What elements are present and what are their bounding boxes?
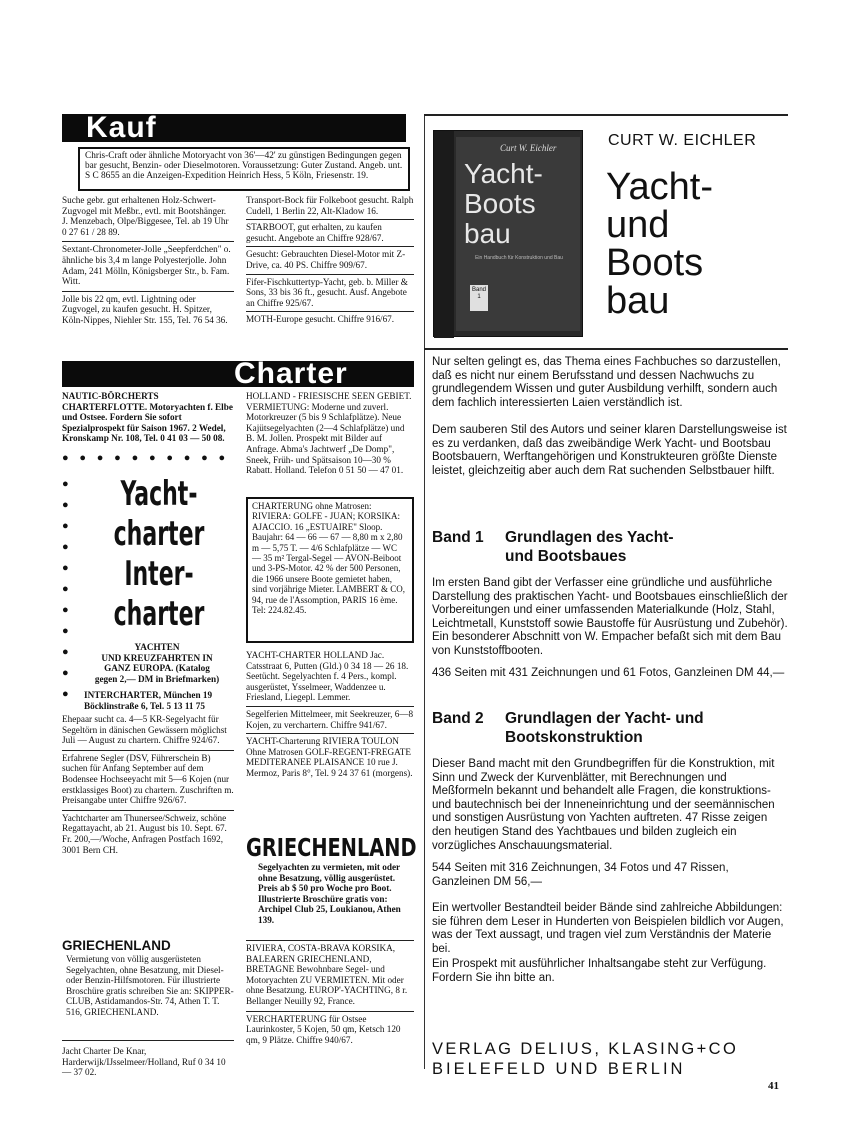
kauf-ad-3: Jolle bis 22 qm, evtl. Lightning oder Zugvogel, zu kaufen gesucht. H. Spitzer, Köln-Nippes, Niehler Str. 155, Tel. 76 54 36. [62,293,228,325]
kauf-featured-text: Chris-Craft oder ähnliche Motoryacht von 36'—42' zu günstigen Bedingungen gegen bar gesucht, Benzin- oder Dieselmotoren. Voraussetzung: Guter Zustand. Angeb. unt. S C 8655 an die Anzeigen-Expedition Heinrich Hess, 5 Köln, Friesenstr. 19. [85,151,403,181]
publisher-line-2: BIELEFELD UND BERLIN [432,1060,686,1078]
dot-border-top: ● ● ● ● ● ● ● ● ● ● [62,452,230,464]
kauf-ad-2: Sextant-Chronometer-Jolle „Seepferdchen" o. ähnliche bis 3,4 m lange Polyesterjolle. John Adam, 241 Mölln, Königsberger Str., b. Fam. Witt. [62,244,231,287]
griechenland-small-body: Vermietung von völlig ausgerüsteten Segelyachten, ohne Besatzung, mit Diesel- oder Benzin-Hilfsmotoren. Für illustrierte Broschüre gratis schreiben Sie an: SKIPPER-CLUB, Astidamandos-Str. 74, Athen T. T. 516, GRIECHENLAND. [66,954,234,1017]
charter-col1 [62,391,234,444]
intercharter-contact: INTERCHARTER, München 19 Böcklinstraße 6, Tel. 5 13 11 75 [84,690,213,711]
kauf-col1 [62,195,234,326]
charter-ad-segler: Erfahrene Segler (DSV, Führerschein B) suchen für Anfang September auf dem Bodensee Hochseeyacht mit 5—6 Kojen (nur erstklassiges Boot) zu chartern. Zuschriften m. Preisangabe unter Chiffre 926/67. [62,752,234,806]
intercharter-body: YACHTEN UND KREUZFAHRTEN IN GANZ EUROPA. (Katalog gegen 2,— DM in Briefmarken) [94,642,220,684]
column-divider [424,114,425,1069]
band1-label: Band 1 [432,529,484,546]
book-title: Yacht- und Boots bau [606,166,714,322]
charter-ad-yacht-holland: YACHT-CHARTER HOLLAND Jac. Catsstraat 6, Putten (Gld.) 0 34 18 — 26 18. Seetücht. Segelyachten f. 4 Pers., kompl. ausgerüstet, Ysselmeer, Waddenzee u. Friesland, Liegepl. Lemmer. [246,650,409,703]
griechenland-small-heading: GRIECHENLAND [62,938,171,953]
kauf-ad-4: Transport-Bock für Folkeboot gesucht. Ralph Cudell, 1 Berlin 22, Alt-Kladow 16. [246,195,414,216]
kauf-ad-8: MOTH-Europe gesucht. Chiffre 916/67. [246,314,395,325]
publisher-line-1: VERLAG DELIUS, KLASING+CO [432,1040,739,1058]
charter-col1-ads [62,714,234,855]
page-number: 41 [768,1080,779,1092]
intercharter-headline: Yacht- charter Inter- charter [113,474,205,634]
charter-heading: Charter [234,361,348,387]
book-cover-title: Yacht- Boots bau [464,158,543,249]
band2-info: 544 Seiten mit 316 Zeichnungen, 34 Fotos und 47 Rissen, Ganzleinen DM 56,— [432,862,729,888]
charter-boxed-text: CHARTERUNG ohne Matrosen: RIVIERA: GOLFE - JUAN; KORSIKA: AJACCIO. 16 „ESTUAIRE" Sloop. Baujahr: 64 — 66 — 67 — 8,80 m x 2,80 m — 5,75 T. — 4/6 Schlafplätze — WC — 35 m² Tergal-Segel — AVON-Beiboot und 3-PS-Motor. 42 % der 500 Personen, die 1966 unsere Boote gemietet haben, sind vorjährige Mieter. LAMBERT & CO, 94, rue de l'Assomption, PARIS 16 ème. Tel: 224.82.45. [252,501,406,616]
book-spine-author: Curt W. Eichler [500,143,557,153]
kauf-heading-bar [62,114,406,142]
band2-label: Band 2 [432,710,484,727]
band2-title: Grundlagen der Yacht- und Bootskonstruktion [505,710,704,746]
intro-paragraph-2: Dem sauberen Stil des Autors und seiner klaren Darstellungsweise ist es zu verdanken, daß das zweibändige Werk Yacht- und Bootsbau Bootsbauern, Werftangehörigen und Konstrukteuren größte Dienste leistet, gleichzeitig aber auch dem Rat suchenden Selbstbauer hilft. [432,424,787,477]
band1-text: Im ersten Band gibt der Verfasser eine gründliche und ausführliche Darstellung des praktischen Yacht- und Bootsbaues einschließlich der Vorbereitungen und einer umfassenden Materialkunde (Holz, Stahl, Leichtmetall, Kunststoff sowie Baustoffe für Ausrüstung und Zubehör). Ein besonderer Abschnitt von W. Empacher befaßt sich mit dem Bau von Kunststoffbooten. [432,577,788,657]
band2-text: Dieser Band macht mit den Grundbegriffen für die Konstruktion, mit Sinn und Zweck der Kurvenblätter, mit Berechnungen und Meßformeln bekannt und behandelt alle Fragen, die konstruktions- und bautechnisch bei der Inneneinrichtung und der seemännischen und sonstigen Ausrüstung von Yachten auftreten. 47 Risse zeigen den heutigen Stand des Yachtbaues und bilden zugleich ein vorzügliches Anschauungsmaterial. [432,758,775,852]
book-cover-panel [456,137,580,331]
charter-ad-holland-friesische: HOLLAND - FRIESISCHE SEEN GEBIET. VERMIETUNG: Moderne und zuverl. Motorkreuzer (5 bis 9 Schlafplätze). Neue Kajütsegelyachten (2—4 Schlafplätze) und B. M. Jollen. Prospekt mit Bilder auf Anfrage. Abma's Jachtwerf „De Domp", Sneek, Früh- und Spätsaison 10—30 % Rabatt. Holland. Telefon 0 51 50 — 47 01. [246,391,412,476]
charter-col2-ads [246,650,414,779]
closing-paragraph-2: Ein Prospekt mit ausführlicher Inhaltsangabe steht zur Verfügung. Fordern Sie ihn bitte an. [432,958,767,984]
intercharter-ad [62,452,234,711]
kauf-ad-6: Gesucht: Gebrauchten Diesel-Motor mit Z-Drive, ca. 40 PS. Chiffre 909/67. [246,249,406,270]
kauf-col2 [246,195,414,325]
griechenland-small-ad [62,938,234,1018]
author-name: CURT W. EICHLER [608,132,757,149]
griechenland-big-heading: GRIECHENLAND [246,833,417,862]
kauf-ad-7: Fifer-Fischkuttertyp-Yacht, geb. b. Miller & Sons, 33 bis 36 ft., gesucht. Ausf. Angebote an Chiffre 925/67. [246,276,408,308]
top-rule [424,114,788,116]
charter-ad-mittelmeer: Segelferien Mittelmeer, mit Seekreuzer, 6—8 Kojen, zu verchartern. Chiffre 941/67. [246,708,414,730]
intro-paragraph-1: Nur selten gelingt es, das Thema eines Fachbuches so darzustellen, daß es nicht nur einem Berufsstand und dessen Nachwuchs zu grundlegendem Wissen und guter Ausbildung verhilft, sondern auch dem fachlich interessierten Laien verständlich ist. [432,356,781,409]
kauf-ad-5: STARBOOT, gut erhalten, zu kaufen gesucht. Angebote an Chiffre 928/67. [246,222,384,243]
charter-boxed-ad [246,497,414,643]
charter-ad-nautic: NAUTIC-BÖRCHERTS CHARTERFLOTTE. Motoryachten f. Elbe und Ostsee. Fordern Sie sofort Spezialprospekt für Saison 1967. 2 Wedel, Kronskamp Nr. 108, Tel. 0 41 03 — 50 08. [62,391,233,444]
dot-border-left: ● ● ● ● ● ● ● ● ● ● ● [62,478,73,700]
charter-ad-riviera-costa: RIVIERA, COSTA-BRAVA KORSIKA, BALEAREN GRIECHENLAND, BRETAGNE Bewohnbare Segel- und Motoryachten ZU VERMIETEN. Mit oder ohne Besatzung. EUROP'-YACHTING, 8 r. Bellanger Neuilly 92, France. [246,943,408,1006]
kauf-heading: Kauf [86,114,157,142]
charter-col2-last [246,940,414,1045]
charter-heading-bar [62,361,414,387]
charter-ad-thunersee: Yachtcharter am Thunersee/Schweiz, schöne Regattayacht, ab 21. August bis 10. Sept. 67. Fr. 200,—/Woche, Anfragen Postfach 1692, 3001 Bern CH. [62,812,227,855]
rule-under-book [424,348,788,350]
charter-ad-riviera-toulon: YACHT-Charterung RIVIERA TOULON Ohne Matrosen GOLF-REGENT-FREGATE MEDITERANEE PLAISANCE 10 rue J. Mermoz, Paris 8°, Tel. 9 24 37 61 (morgens). [246,736,413,778]
griechenland-big-body: Segelyachten zu vermieten, mit oder ohne Besatzung, völlig ausgerüstet. Preis ab $ 50 pro Woche pro Boot. Illustrierte Broschüre gratis von: Archipel Club 25, Loukianou, Athen 139. [258,862,401,925]
kauf-ad-1: Suche gebr. gut erhaltenen Holz-Schwert-Zugvogel mit Meßbr., evtl. mit Bootshänger. J. Menzebach, Olpe/Biggesee, Tel. ab 19 Uhr 0 27 61 / 28 89. [62,195,229,237]
kauf-featured-ad [78,147,410,191]
book-spine [434,131,454,338]
charter-ad-knar: Jacht Charter De Knar, Harderwijk/IJsselmeer/Holland, Ruf 0 34 10 — 37 02. [62,1046,226,1078]
griechenland-big-ad [246,833,417,926]
book-cover-image [433,130,583,337]
closing-paragraph-1: Ein wertvoller Bestandteil beider Bände sind zahlreiche Abbildungen: sie führen dem Leser in Hunderten von Beispielen bildlich vor Augen, was der Text aussagt, und tragen viel zum Verständnis der Materie bei. [432,902,784,955]
charter-ad-ehepaar: Ehepaar sucht ca. 4—5 KR-Segelyacht für Segeltörn in dänischen Gewässern möglichst Juli — August zu chartern. Chiffre 924/67. [62,714,227,746]
book-band-mark: Band 1 [470,285,488,311]
band1-title: Grundlagen des Yacht- und Bootsbaues [505,529,674,565]
book-cover-subtitle: Ein Handbuch für Konstruktion und Bau [475,255,563,261]
band1-info: 436 Seiten mit 431 Zeichnungen und 61 Fotos, Ganzleinen DM 44,— [432,667,785,679]
charter-ad-ostsee: VERCHARTERUNG für Ostsee Laurinkoster, 5 Kojen, 50 qm, Ketsch 120 qm, 9 Plätze. Chiffre 940/67. [246,1013,401,1045]
rule-left-bottom [62,1040,234,1041]
